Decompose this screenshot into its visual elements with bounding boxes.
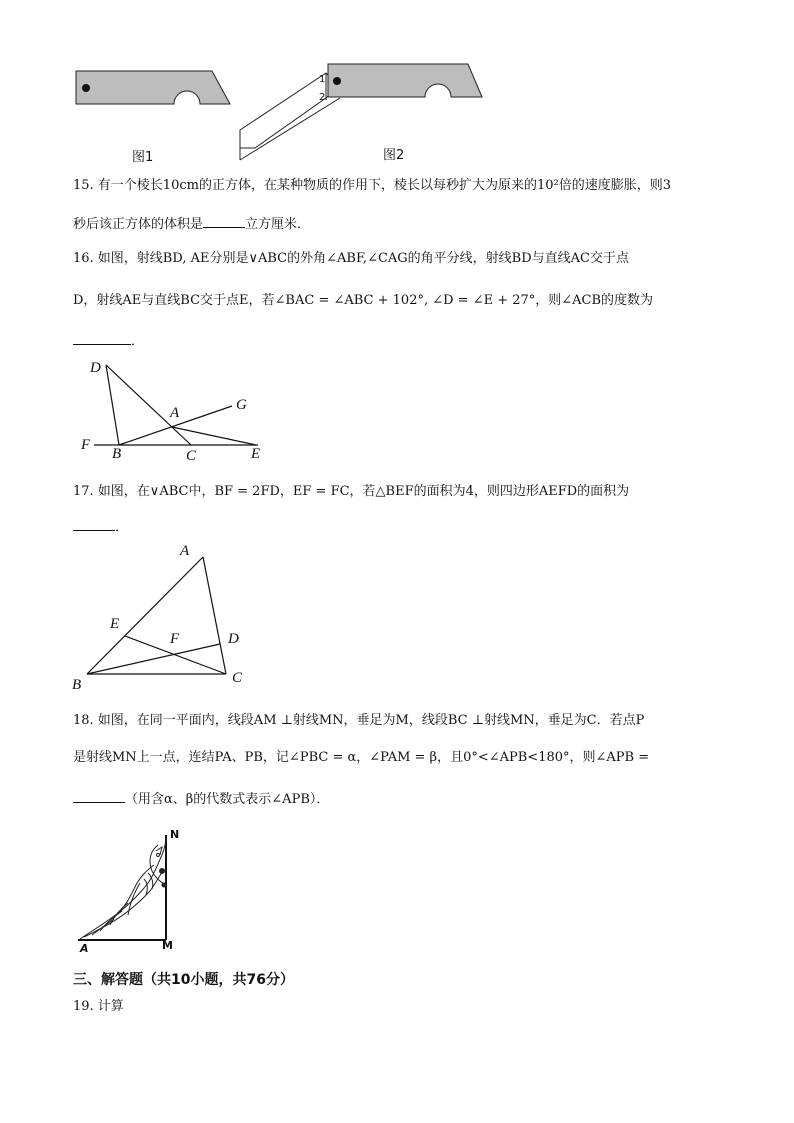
q18-label-A: A [80,942,89,955]
q17-label-C: C [232,670,243,686]
q18-line1: 18. 如图，在同一平面内，线段AM ⊥射线MN，垂足为M，线段BC ⊥射线MN，垂足为C．若点P [73,713,645,728]
q16-label-A: A [170,405,180,421]
q16-answer-blank [73,330,131,345]
q17-label-F: F [170,631,180,647]
figure-2-folded-strip [240,73,340,160]
q16-label-F: F [81,437,91,453]
q18-label-N: N [170,828,180,841]
q19-text: 19. 计算 [73,999,124,1014]
q18-line3 [73,788,329,810]
fig2-caption: 图2 [383,148,405,163]
q15-line2-start: 秒后该正方体的体积是 [73,217,204,232]
q18-label-M: M [162,939,173,952]
q16-line2: D，射线AE与直线BC交于点E，若∠BAC = ∠ABC + 102°, ∠D = ∠E + 27°，则∠ACB的度数为 [73,293,654,308]
fig2-angle-label-2: 2 [319,92,326,103]
q15-line1: 15. 有一个棱长10cm的正方体，在某种物质的作用下，棱长以每秒扩大为原来的10²倍的速度膨胀，则3 [73,178,671,193]
q16-label-C: C [186,448,197,464]
q17-line2 [73,516,128,538]
bird-sketch [80,837,166,939]
q17-line1: 17. 如图，在∨ABC中，BF = 2FD，EF = FC，若△BEF的面积为4，则四边形AEFD的面积为 [73,484,630,499]
q18-answer-blank [73,788,125,803]
fig1-caption: 图1 [132,150,154,165]
q18-line3-text: （用含α、β的代数式表示∠APB）． [125,792,330,807]
q17-label-E: E [110,616,120,632]
q15-line2 [73,213,310,235]
q17-figure [70,545,260,690]
q15-line2-end: 立方厘米． [245,217,311,232]
q17-answer-blank [73,516,115,531]
q16-label-G: G [236,397,247,413]
q16-label-E: E [251,446,261,462]
q17-label-A: A [180,543,190,559]
figure-1-ruler [76,71,230,104]
q16-label-D: D [90,360,101,376]
q16-line3-end: ． [131,334,145,349]
q17-line2-end: ． [115,520,129,535]
q18-line2: 是射线MN上一点，连结PA、PB，记∠PBC = α，∠PAM = β，且0°<∠APB<180°，则∠APB = [73,750,650,765]
q16-line3 [73,330,144,352]
figure-2-ruler [328,64,482,97]
section-3-title: 三、解答题（共10小题，共76分） [73,972,294,988]
q16-line1: 16. 如图，射线BD, AE分别是∨ABC的外角∠ABF,∠CAG的角平分线，射线BD与直线AC交于点 [73,251,629,266]
fig2-angle-label-1: 1 [319,74,326,85]
q16-label-B: B [112,446,122,462]
q17-label-B: B [72,677,82,693]
q15-answer-blank [203,213,245,228]
q17-label-D: D [228,631,239,647]
